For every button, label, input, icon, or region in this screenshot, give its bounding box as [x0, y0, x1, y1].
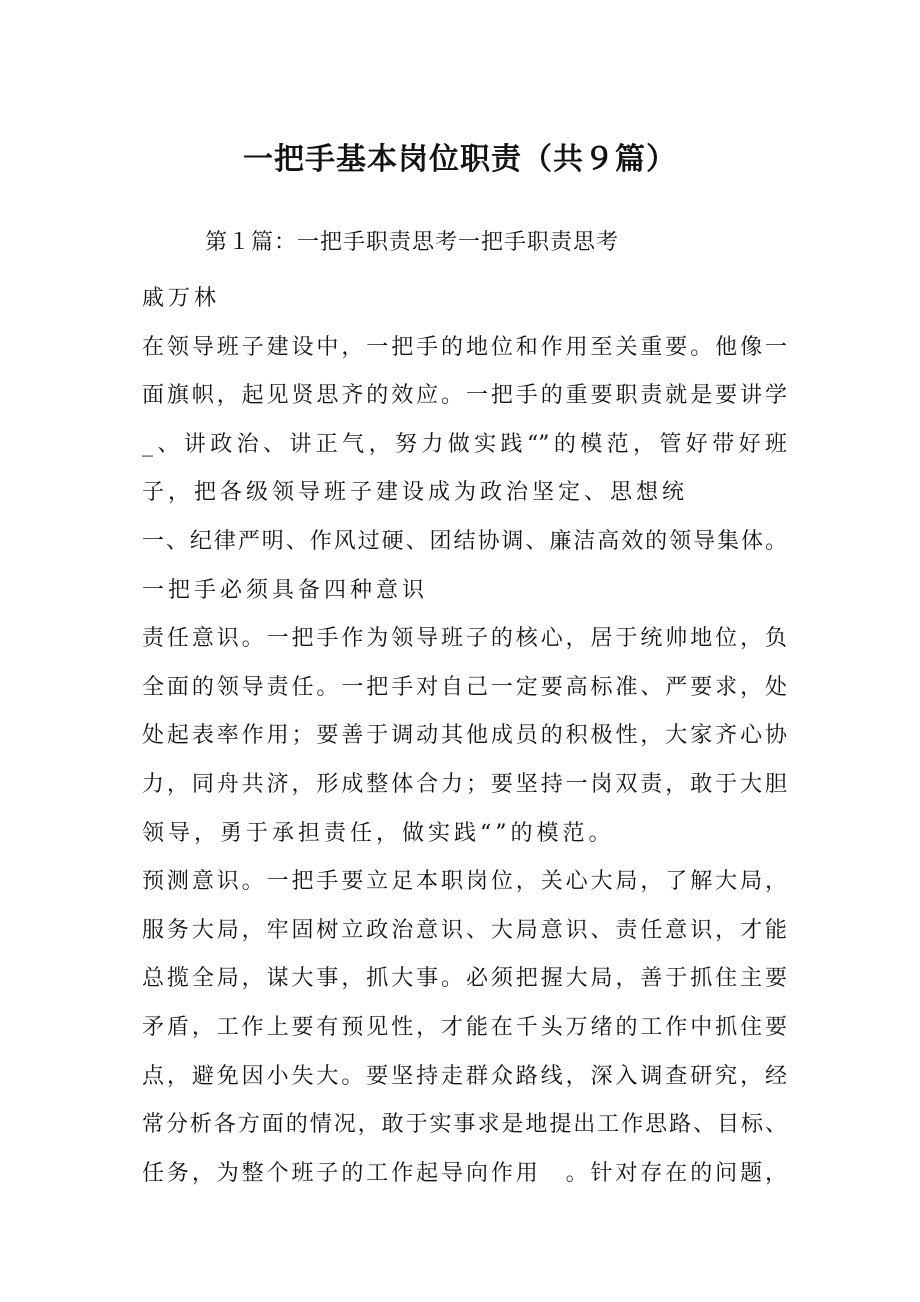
- body-text-line: 任务，为整个班子的工作起导向作用 。针对存在的问题，: [142, 1160, 787, 1186]
- body-text-line: 面旗帜，起见贤思齐的效应。一把手的重要职责就是要讲学: [142, 383, 787, 409]
- body-text-line: 矛盾，工作上要有预见性，才能在千头万绪的工作中抓住要: [142, 1014, 787, 1040]
- body-text-line: 责任意识。一把手作为领导班子的核心，居于统帅地位，负: [142, 626, 787, 652]
- document-body: [142, 275, 787, 1198]
- body-text-line: 预测意识。一把手要立足本职岗位，关心大局，了解大局，: [142, 869, 787, 895]
- body-text-line: 在领导班子建设中，一把手的地位和作用至关重要。他像一: [142, 334, 787, 360]
- document-title: 一把手基本岗位职责（共９篇）: [243, 142, 677, 177]
- body-text-line: 子，把各级领导班子建设成为政治坚定、思想统: [142, 480, 689, 506]
- body-text-line: 处起表率作用；要善于调动其他成员的积极性，大家齐心协: [142, 723, 787, 749]
- body-text-line: 力，同舟共济，形成整体合力；要坚持一岗双责，敢于大胆: [142, 771, 787, 797]
- body-text-line: 戚万林: [142, 286, 221, 311]
- body-text-line: 领导，勇于承担责任，做实践“”的模范。: [142, 820, 615, 846]
- body-text-line: 服务大局，牢固树立政治意识、大局意识、责任意识，才能: [142, 917, 787, 943]
- body-text-line: 一、纪律严明、作风过硬、团结协调、廉洁高效的领导集体。: [142, 528, 787, 554]
- body-text-line: _、讲政治、讲正气，努力做实践“”的模范，管好带好班: [142, 431, 787, 457]
- body-text-line: 全面的领导责任。一把手对自己一定要高标准、严要求，处: [142, 674, 787, 700]
- body-text-line: 常分析各方面的情况，敢于实事求是地提出工作思路、目标、: [142, 1112, 787, 1138]
- body-text-line: 总揽全局，谋大事，抓大事。必须把握大局，善于抓住主要: [142, 966, 787, 992]
- body-text-line: 一把手必须具备四种意识: [142, 577, 429, 603]
- section-heading: 第１篇：一把手职责思考一把手职责思考: [205, 230, 620, 255]
- body-text-line: 点，避免因小失大。要坚持走群众路线，深入调查研究，经: [142, 1063, 787, 1089]
